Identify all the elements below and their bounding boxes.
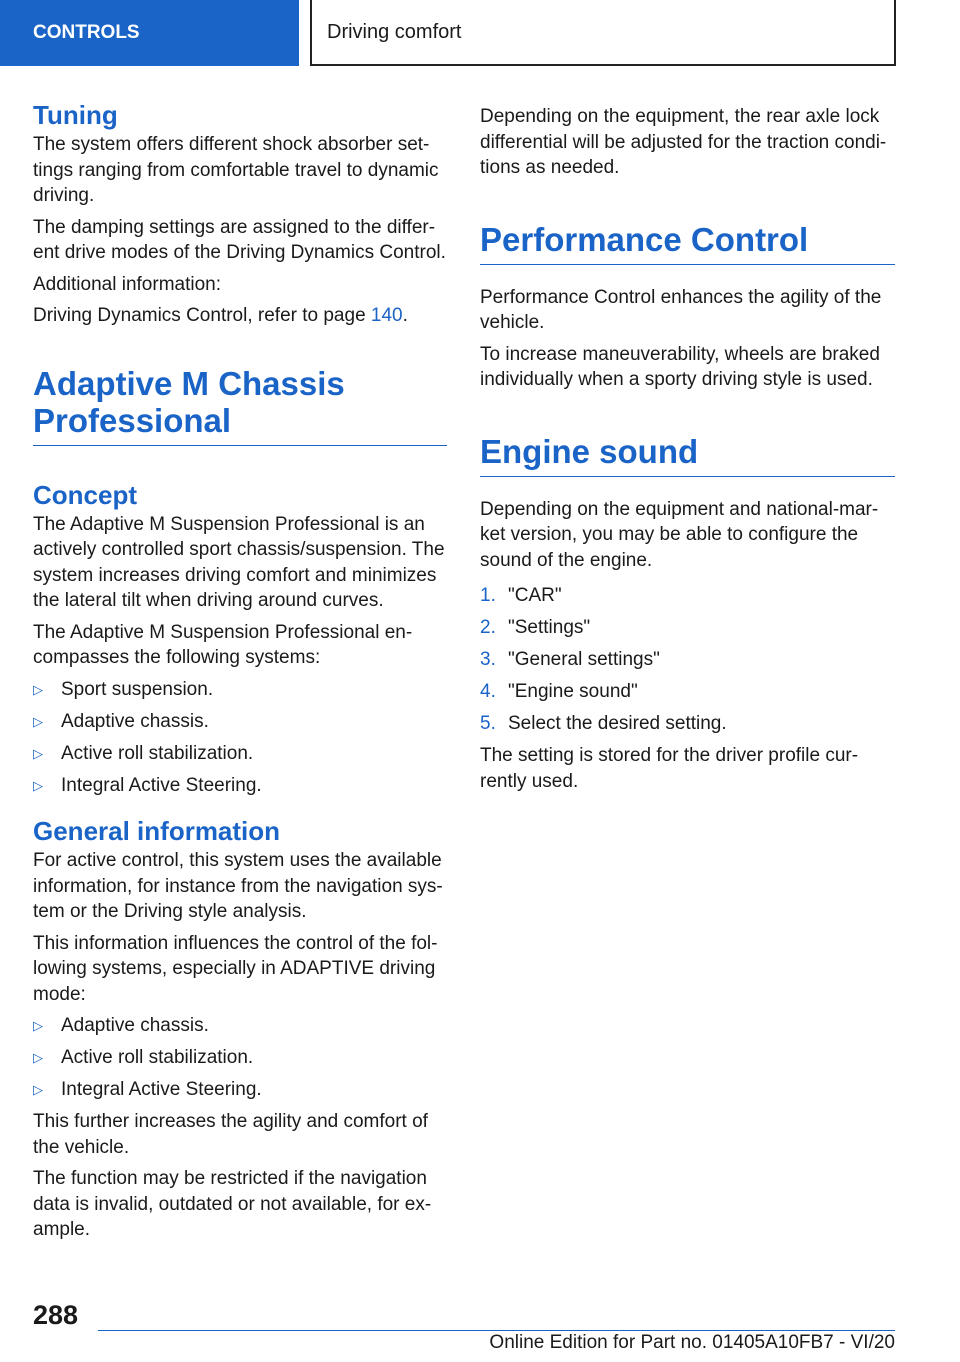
list-item: ▷ Integral Active Steering. <box>33 773 447 799</box>
list-item: ▷ Adaptive chassis. <box>33 709 447 735</box>
list-item: ▷ Adaptive chassis. <box>33 1013 447 1039</box>
list-item: ▷ Active roll stabilization. <box>33 1045 447 1071</box>
step-number: 5. <box>480 713 496 734</box>
step-item: 5. Select the desired setting. <box>480 711 895 737</box>
paragraph: This further increases the agility and comfort of the vehicle. <box>33 1111 428 1158</box>
page-header <box>0 0 960 66</box>
general-systems-list <box>33 1013 447 1103</box>
step-item: 2. "Settings" <box>480 615 895 641</box>
step-number: 1. <box>480 585 496 606</box>
paragraph: To increase maneuverability, wheels are braked individually when a sporty driving style is used. <box>480 343 880 390</box>
triangle-bullet-icon: ▷ <box>33 1050 43 1065</box>
step-number: 4. <box>480 681 496 702</box>
triangle-bullet-icon: ▷ <box>33 681 43 697</box>
paragraph: The Adaptive M Suspension Professional is an actively controlled sport chassis/suspension. The system increases driving comfort and minimizes the lateral tilt when driving around curves. <box>33 513 445 611</box>
heading-engine-sound: Engine sound <box>480 433 895 477</box>
left-column <box>33 100 447 1249</box>
heading-performance-control: Performance Control <box>480 221 895 265</box>
footer-edition: Online Edition for Part no. 01405A10FB7 - VI/20 <box>489 1332 895 1353</box>
engine-sound-steps <box>480 583 895 737</box>
paragraph: Performance Control enhances the agility of the vehicle. <box>480 286 882 333</box>
triangle-bullet-icon: ▷ <box>33 1018 43 1033</box>
triangle-bullet-icon: ▷ <box>33 745 43 761</box>
page-number: 288 <box>33 1300 79 1330</box>
paragraph: Depending on the equipment and national-mar-ket version, you may be able to configure the sound of the engine. <box>480 498 879 571</box>
heading-concept: Concept <box>33 479 137 510</box>
list-item: ▷ Sport suspension. <box>33 677 447 703</box>
step-item: 1. "CAR" <box>480 583 895 609</box>
paragraph: The setting is stored for the driver profile cur-rently used. <box>480 745 859 792</box>
paragraph: The system offers different shock absorber set-tings ranging from comfortable travel to dynamic driving. <box>33 134 439 206</box>
heading-line: Adaptive M Chassis <box>33 364 345 402</box>
right-column <box>480 104 895 800</box>
step-item: 3. "General settings" <box>480 647 895 673</box>
heading-adaptive-m-chassis <box>33 365 447 446</box>
footer-divider <box>98 1330 895 1331</box>
list-item: ▷ Integral Active Steering. <box>33 1077 447 1103</box>
heading-tuning: Tuning <box>33 100 118 130</box>
triangle-bullet-icon: ▷ <box>33 713 43 729</box>
paragraph: Depending on the equipment, the rear axle lock differential will be adjusted for the traction condi-tions as needed. <box>480 106 887 178</box>
section-tab: CONTROLS <box>0 0 299 66</box>
paragraph: The Adaptive M Suspension Professional en-compasses the following systems: <box>33 621 413 668</box>
chapter-title: Driving comfort <box>310 0 896 66</box>
ref-suffix: . <box>402 305 408 326</box>
step-number: 2. <box>480 617 496 638</box>
paragraph: The damping settings are assigned to the differ-ent drive modes of the Driving Dynamics Control. <box>33 216 446 263</box>
page-link-140[interactable]: 140 <box>370 305 403 326</box>
triangle-bullet-icon: ▷ <box>33 1082 43 1097</box>
paragraph-reference <box>33 303 447 329</box>
paragraph: The function may be restricted if the navigation data is invalid, outdated or not available, for ex-ample. <box>33 1168 432 1240</box>
paragraph: For active control, this system uses the available information, for instance from the navigation sys-tem or the Driving style analysis. <box>33 850 443 922</box>
triangle-bullet-icon: ▷ <box>33 777 43 793</box>
ref-text: Driving Dynamics Control, refer to page <box>33 305 371 326</box>
step-item: 4. "Engine sound" <box>480 679 895 705</box>
concept-systems-list <box>33 677 447 799</box>
paragraph: Additional information: <box>33 273 221 295</box>
list-item: ▷ Active roll stabilization. <box>33 741 447 767</box>
step-number: 3. <box>480 649 496 670</box>
paragraph: This information influences the control of the fol-lowing systems, especially in ADAPTIVE driving mode: <box>33 932 438 1005</box>
heading-general-information: General information <box>33 816 281 846</box>
heading-line: Professional <box>33 401 232 439</box>
